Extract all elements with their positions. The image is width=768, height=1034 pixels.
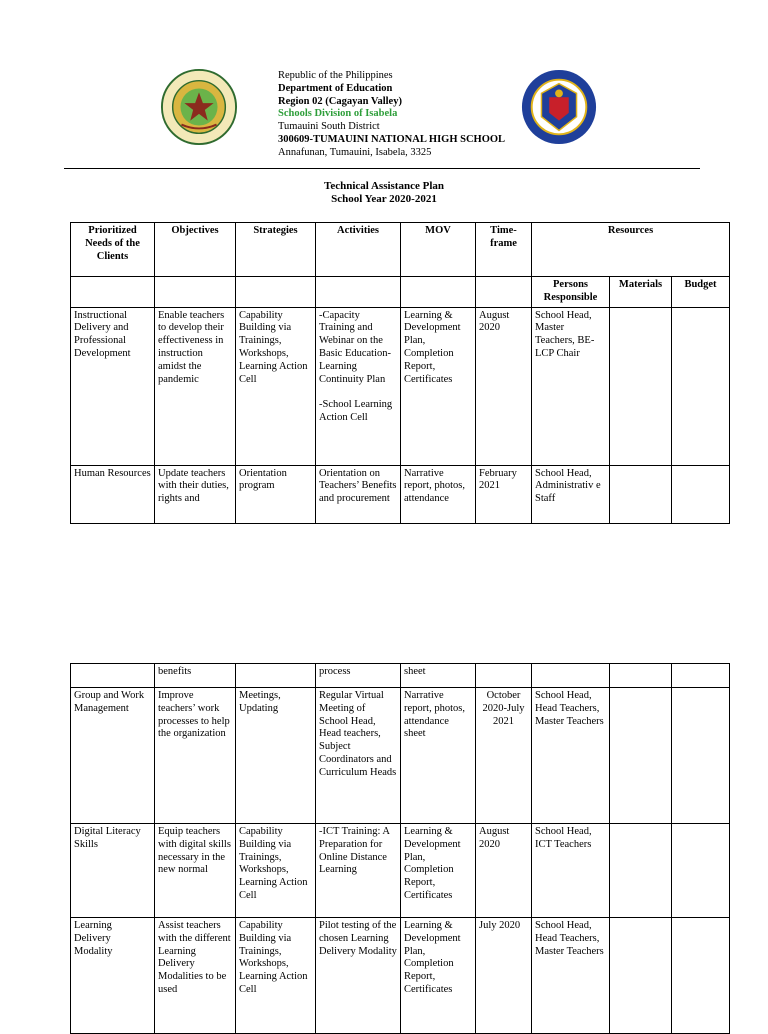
cell-activities: -ICT Training: A Preparation for Online Distance Learning [316, 824, 401, 918]
table-row [71, 918, 730, 1034]
cell-budget [672, 824, 730, 918]
header-strategies: Strategies [236, 223, 316, 277]
document-title [0, 180, 768, 206]
cell-budget [672, 465, 730, 523]
cell-mov: Narrative report, photos, attendance [401, 465, 476, 523]
cell-timeframe: August 2020 [476, 307, 532, 465]
cell-materials [610, 688, 672, 824]
table-row [71, 824, 730, 918]
header-budget: Budget [672, 277, 730, 308]
cell-budget [672, 688, 730, 824]
header-resources: Resources [532, 223, 730, 277]
cell-materials [610, 824, 672, 918]
cell-timeframe: February 2021 [476, 465, 532, 523]
cell-materials [610, 307, 672, 465]
header-materials: Materials [610, 277, 672, 308]
cell-timeframe [476, 664, 532, 688]
cell-strategies: Orientation program [236, 465, 316, 523]
school-seal-icon [160, 68, 238, 146]
header-row [71, 223, 730, 277]
region-line: Region 02 (Cagayan Valley) [278, 95, 402, 107]
cell-strategies [236, 664, 316, 688]
table-row [71, 688, 730, 824]
cell-mov: sheet [401, 664, 476, 688]
cell-persons: School Head, Head Teachers, Master Teachers [532, 688, 610, 824]
cell-materials [610, 465, 672, 523]
table-row [71, 664, 730, 688]
cell-persons: School Head, Head Teachers, Master Teachers [532, 918, 610, 1034]
cell-budget [672, 664, 730, 688]
cell-activities: -Capacity Training and Webinar on the Basic Education-Learning Continuity Plan -School Learning Action Cell [316, 307, 401, 465]
cell-needs: Instructional Delivery and Professional Development [71, 307, 155, 465]
header-mov: MOV [401, 223, 476, 277]
header-divider [64, 168, 700, 169]
cell-persons: School Head, Administrativ e Staff [532, 465, 610, 523]
cell-mov: Learning & Development Plan, Completion Report, Certificates [401, 307, 476, 465]
cell-needs: Learning Delivery Modality [71, 918, 155, 1034]
cell-objectives: benefits [155, 664, 236, 688]
cell-objectives: Enable teachers to develop their effectiveness in instruction amidst the pandemic [155, 307, 236, 465]
district-line: Tumauini South District [278, 121, 380, 133]
address-line: Annafunan, Tumauini, Isabela, 3325 [278, 146, 432, 158]
cell-needs: Human Resources [71, 465, 155, 523]
cell-materials [610, 664, 672, 688]
cell-needs: Group and Work Management [71, 688, 155, 824]
cell-activities: Pilot testing of the chosen Learning Delivery Modality [316, 918, 401, 1034]
cell-mov: Learning & Development Plan, Completion Report, Certificates [401, 918, 476, 1034]
cell-activities: process [316, 664, 401, 688]
cell-activities: Regular Virtual Meeting of School Head, Head teachers, Subject Coordinators and Curriculum Heads [316, 688, 401, 824]
department-line: Department of Education [278, 82, 393, 94]
title-line-1: Technical Assistance Plan [324, 180, 444, 192]
cell-strategies: Capability Building via Trainings, Workshops, Learning Action Cell [236, 824, 316, 918]
cell-objectives: Equip teachers with digital skills necessary in the new normal [155, 824, 236, 918]
header-needs: Prioritized Needs of the Clients [71, 223, 155, 277]
cell-needs: Digital Literacy Skills [71, 824, 155, 918]
cell-persons [532, 664, 610, 688]
header-timeframe: Time-frame [476, 223, 532, 277]
cell-mov: Narrative report, photos, attendance sheet [401, 688, 476, 824]
letterhead [0, 60, 768, 170]
header-objectives: Objectives [155, 223, 236, 277]
cell-timeframe: August 2020 [476, 824, 532, 918]
cell-strategies: Meetings, Updating [236, 688, 316, 824]
header-activities: Activities [316, 223, 401, 277]
table-row [71, 465, 730, 523]
cell-strategies: Capability Building via Trainings, Workshops, Learning Action Cell [236, 918, 316, 1034]
cell-activities: Orientation on Teachers’ Benefits and procurement [316, 465, 401, 523]
letterhead-text [278, 70, 505, 160]
cell-objectives: Assist teachers with the different Learning Delivery Modalities to be used [155, 918, 236, 1034]
division-line: Schools Division of Isabela [278, 108, 398, 120]
cell-objectives: Improve teachers’ work processes to help the organization [155, 688, 236, 824]
cell-objectives: Update teachers with their duties, rights and [155, 465, 236, 523]
cell-strategies: Capability Building via Trainings, Workshops, Learning Action Cell [236, 307, 316, 465]
plan-table-page-2 [70, 663, 730, 1034]
subheader-row [71, 277, 730, 308]
deped-seal-icon [520, 68, 598, 146]
cell-budget [672, 918, 730, 1034]
title-line-2: School Year 2020-2021 [331, 193, 437, 205]
cell-mov: Learning & Development Plan, Completion Report, Certificates [401, 824, 476, 918]
cell-materials [610, 918, 672, 1034]
cell-persons: School Head, ICT Teachers [532, 824, 610, 918]
cell-persons: School Head, Master Teachers, BE-LCP Chair [532, 307, 610, 465]
header-persons: Persons Responsible [532, 277, 610, 308]
cell-needs [71, 664, 155, 688]
cell-timeframe: July 2020 [476, 918, 532, 1034]
cell-budget [672, 307, 730, 465]
plan-table-page-1 [70, 222, 730, 524]
republic-line: Republic of the Philippines [278, 70, 393, 81]
cell-timeframe: October 2020-July 2021 [476, 688, 532, 824]
table-row [71, 307, 730, 465]
school-line: 300609-TUMAUINI NATIONAL HIGH SCHOOL [278, 133, 506, 145]
